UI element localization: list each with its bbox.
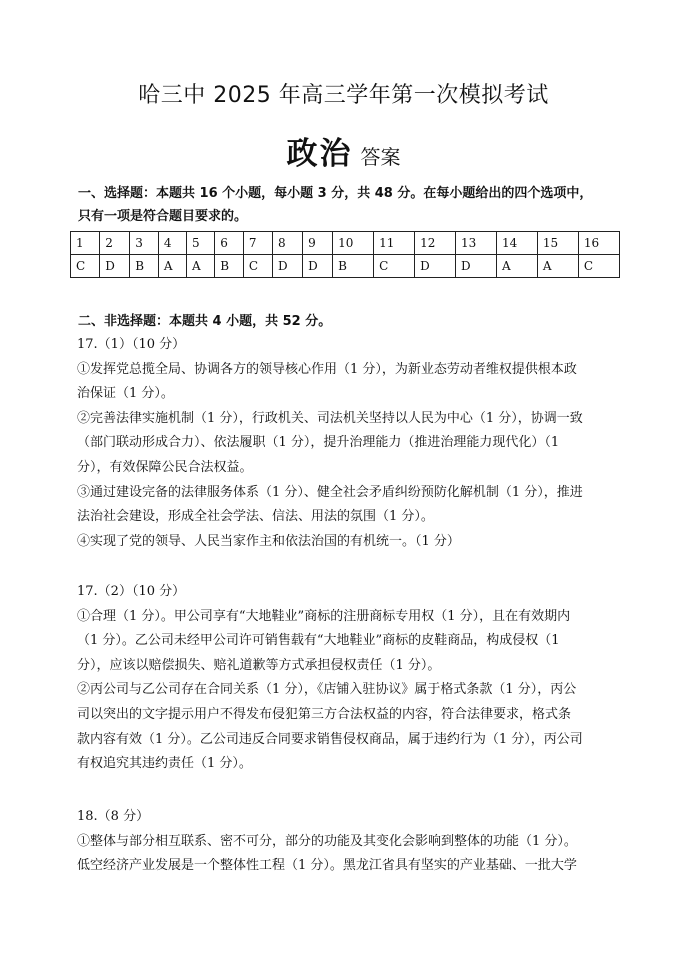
exam-title: 哈三中 2025 年高三学年第一次模拟考试 — [138, 83, 549, 108]
answer-text-line: 治保证（1 分）。 — [77, 386, 174, 402]
subtitle-suffix: 答案 — [360, 145, 401, 169]
answer-text-line: 分），应该以赔偿损失、赔礼道歉等方式承担侵权责任（1 分）。 — [77, 657, 441, 673]
answer-text-line: 司以突出的文字提示用户不得发布侵犯第三方合法权益的内容，符合法律要求，格式条 — [77, 706, 572, 722]
q17-part1-label: 17.（1）（10 分） — [77, 337, 186, 352]
answer-cell: B — [333, 255, 374, 278]
q17-part2-label: 17.（2）（10 分） — [77, 584, 186, 599]
answer-cell: D — [273, 255, 303, 278]
question-number-cell: 12 — [415, 232, 456, 255]
section1-heading-line1: 一、选择题：本题共 16 个小题，每小题 3 分，共 48 分。在每小题给出的四个选项中， — [78, 186, 593, 201]
q18 — [77, 805, 619, 879]
q17-part1 — [77, 333, 619, 554]
answer-cell: A — [187, 255, 215, 278]
q18-label: 18.（8 分） — [77, 809, 150, 824]
section1-heading — [78, 182, 618, 228]
answer-table-answer-row — [71, 255, 620, 278]
answer-cell: C — [243, 255, 272, 278]
answer-text-line: 款内容有效（1 分）。乙公司违反合同要求销售侵权商品，属于违约行为（1 分），丙公司 — [77, 731, 583, 747]
q17-part2-lines — [77, 605, 619, 777]
q17-part2 — [77, 580, 619, 777]
answer-text-line: ①合理（1 分）。甲公司享有“大地鞋业”商标的注册商标专用权（1 分），且在有效期内 — [77, 608, 571, 624]
answer-table — [70, 231, 620, 278]
question-number-cell: 15 — [537, 232, 578, 255]
answer-text-line: ④实现了党的领导、人民当家作主和依法治国的有机统一。（1 分） — [77, 533, 460, 549]
answer-text-line: 低空经济产业发展是一个整体性工程（1 分）。黑龙江省具有坚实的产业基础、一批大学 — [77, 858, 577, 874]
answer-cell: C — [71, 255, 100, 278]
answer-text-line: ①发挥党总揽全局、协调各方的领导核心作用（1 分），为新业态劳动者维权提供根本政 — [77, 361, 577, 377]
answer-cell: D — [100, 255, 130, 278]
answer-text-line: 法治社会建设，形成全社会学法、信法、用法的氛围（1 分）。 — [77, 509, 434, 525]
answer-cell: A — [537, 255, 578, 278]
question-number-cell: 9 — [303, 232, 333, 255]
question-number-cell: 5 — [187, 232, 215, 255]
exam-subtitle — [0, 128, 687, 173]
question-number-cell: 7 — [243, 232, 272, 255]
section1-heading-line2: 只有一项是符合题目要求的。 — [78, 209, 248, 224]
answer-text-line: ③通过建设完备的法律服务体系（1 分）、健全社会矛盾纠纷预防化解机制（1 分），推进 — [77, 484, 583, 500]
section2-heading: 二、非选择题：本题共 4 小题，共 52 分。 — [78, 314, 332, 329]
question-number-cell: 14 — [496, 232, 537, 255]
question-number-cell: 3 — [130, 232, 159, 255]
answer-cell: A — [158, 255, 186, 278]
answer-text-line: ①整体与部分相互联系、密不可分，部分的功能及其变化会影响到整体的功能（1 分）。 — [77, 833, 577, 849]
answer-cell: D — [303, 255, 333, 278]
answer-cell: A — [496, 255, 537, 278]
question-number-cell: 16 — [578, 232, 619, 255]
question-number-cell: 8 — [273, 232, 303, 255]
answer-text-line: 有权追究其违约责任（1 分）。 — [77, 756, 252, 772]
question-number-cell: 6 — [215, 232, 244, 255]
answer-text-line: ②丙公司与乙公司存在合同关系（1 分），《店铺入驻协议》属于格式条款（1 分），丙公 — [77, 682, 577, 698]
answer-text-line: （部门联动形成合力）、依法履职（1 分），提升治理能力（推进治理能力现代化）（1 — [77, 435, 560, 451]
question-number-cell: 2 — [100, 232, 130, 255]
q17-part1-lines — [77, 358, 619, 555]
answer-cell: D — [456, 255, 497, 278]
answer-cell: C — [374, 255, 415, 278]
answer-cell: B — [130, 255, 159, 278]
answer-text-line: ②完善法律实施机制（1 分），行政机关、司法机关坚持以人民为中心（1 分），协调一致 — [77, 410, 583, 426]
answer-cell: D — [415, 255, 456, 278]
question-number-cell: 4 — [158, 232, 186, 255]
answer-table-number-row — [71, 232, 620, 255]
answer-cell: B — [215, 255, 244, 278]
question-number-cell: 13 — [456, 232, 497, 255]
answer-text-line: 分），有效保障公民合法权益。 — [77, 459, 253, 475]
question-number-cell: 10 — [333, 232, 374, 255]
q18-lines — [77, 830, 619, 879]
question-number-cell: 1 — [71, 232, 100, 255]
question-number-cell: 11 — [374, 232, 415, 255]
answer-cell: C — [578, 255, 619, 278]
answer-text-line: （1 分）。乙公司未经甲公司许可销售载有“大地鞋业”商标的皮鞋商品，构成侵权（1 — [77, 633, 560, 649]
subject-name: 政治 — [286, 136, 353, 172]
